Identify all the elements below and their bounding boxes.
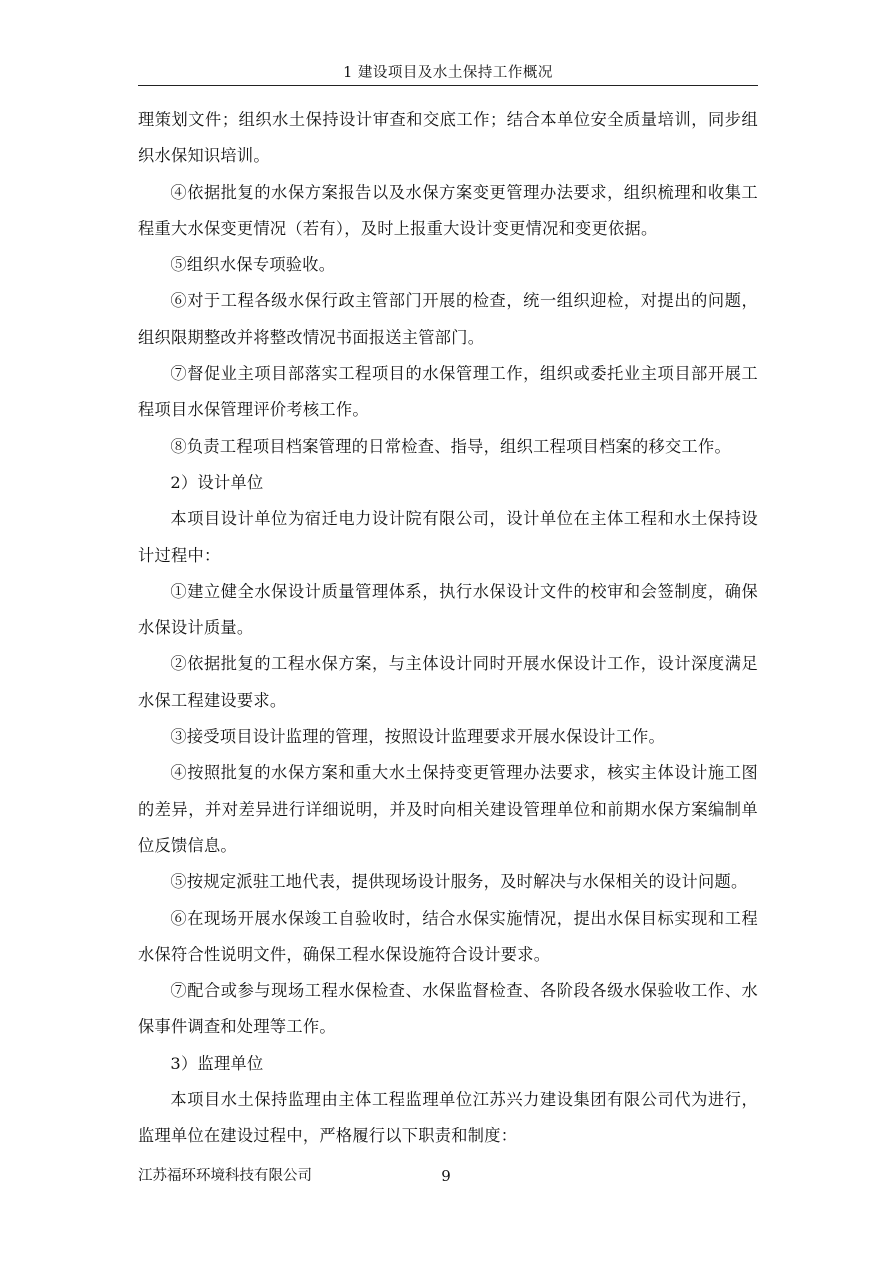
paragraph: ⑤按规定派驻工地代表，提供现场设计服务，及时解决与水保相关的设计问题。 bbox=[170, 872, 748, 892]
section-heading: 2）设计单位 bbox=[170, 472, 264, 492]
paragraph: ⑦配合或参与现场工程水保检查、水保监督检查、各阶段各级水保验收工作、水保事件调查和处理等工作。 bbox=[138, 981, 758, 1037]
paragraph: ⑤组织水保专项验收。 bbox=[170, 255, 336, 275]
paragraph: ⑥在现场开展水保竣工自验收时，结合水保实施情况，提出水保目标实现和工程水保符合性说明文件，确保工程水保设施符合设计要求。 bbox=[138, 908, 758, 964]
paragraph: ④按照批复的水保方案和重大水土保持变更管理办法要求，核实主体设计施工图的差异，并对差异进行详细说明，并及时向相关建设管理单位和前期水保方案编制单位反馈信息。 bbox=[138, 763, 758, 855]
paragraph: ⑥对于工程各级水保行政主管部门开展的检查，统一组织迎检，对提出的问题，组织限期整改并将整改情况书面报送主管部门。 bbox=[138, 291, 758, 347]
page-number: 9 bbox=[441, 1167, 451, 1185]
section-heading: 3）监理单位 bbox=[170, 1053, 264, 1073]
paragraph: 本项目水土保持监理由主体工程监理单位江苏兴力建设集团有限公司代为进行，监理单位在建设过程中，严格履行以下职责和制度： bbox=[138, 1090, 758, 1146]
paragraph: ⑧负责工程项目档案管理的日常检查、指导，组织工程项目档案的移交工作。 bbox=[170, 436, 731, 456]
header-divider bbox=[138, 85, 758, 86]
paragraph: ⑦督促业主项目部落实工程项目的水保管理工作，组织或委托业主项目部开展工程项目水保管理评价考核工作。 bbox=[138, 364, 758, 420]
page-header-title: 1 建设项目及水土保持工作概况 bbox=[343, 65, 553, 81]
document-body bbox=[138, 102, 758, 1155]
paragraph: 理策划文件；组织水土保持设计审查和交底工作；结合本单位安全质量培训，同步组织水保知识培训。 bbox=[138, 110, 758, 166]
paragraph: ④依据批复的水保方案报告以及水保方案变更管理办法要求，组织梳理和收集工程重大水保变更情况（若有），及时上报重大设计变更情况和变更依据。 bbox=[138, 182, 758, 238]
paragraph: ①建立健全水保设计质量管理体系，执行水保设计文件的校审和会签制度，确保水保设计质量。 bbox=[138, 581, 758, 638]
paragraph: ③接受项目设计监理的管理，按照设计监理要求开展水保设计工作。 bbox=[170, 727, 666, 747]
paragraph: ②依据批复的工程水保方案，与主体设计同时开展水保设计工作，设计深度满足水保工程建设要求。 bbox=[138, 654, 758, 710]
footer-company: 江苏福环环境科技有限公司 bbox=[138, 1168, 312, 1184]
paragraph: 本项目设计单位为宿迁电力设计院有限公司，设计单位在主体工程和水土保持设计过程中： bbox=[138, 509, 758, 565]
